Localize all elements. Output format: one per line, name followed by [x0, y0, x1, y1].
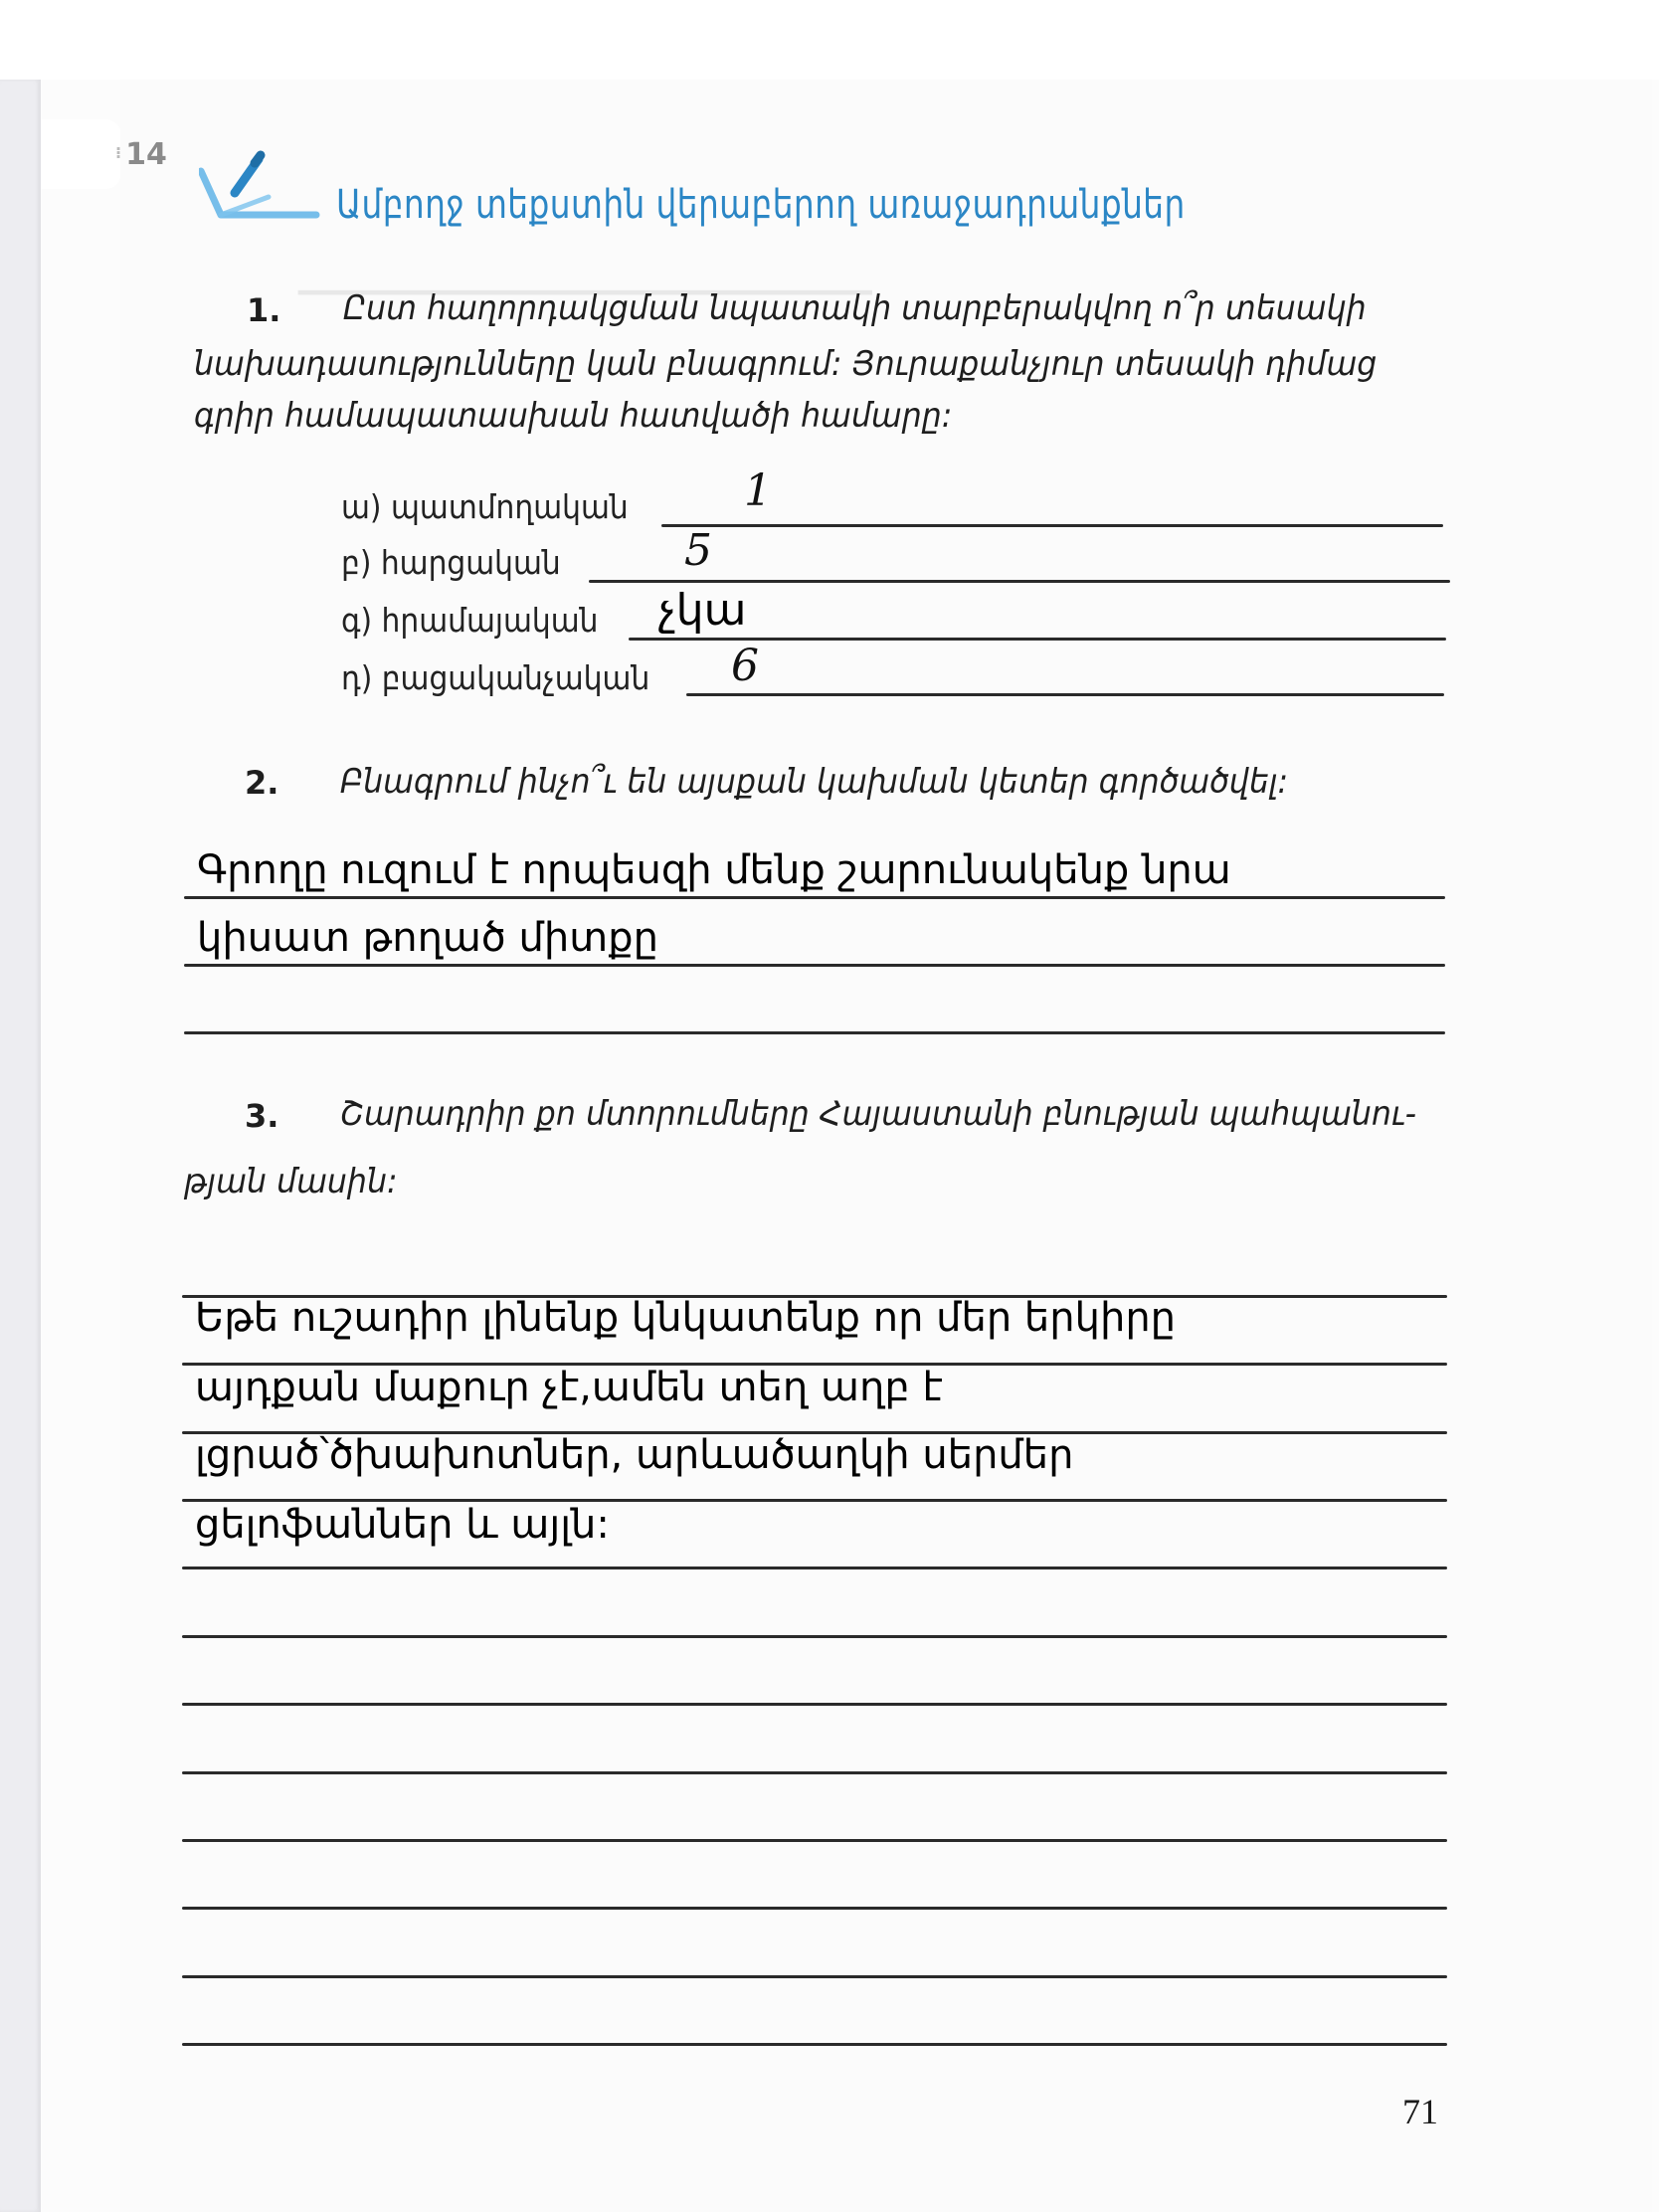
answer-line[interactable] — [182, 1635, 1447, 1638]
pencil-check-icon — [199, 149, 323, 224]
handwritten-answer-line[interactable]: ցելոֆաններ և այլն: — [195, 1502, 610, 1548]
handwritten-answer-line[interactable]: կիսատ թողած միտքը — [197, 915, 658, 961]
handwritten-answer[interactable]: 5 — [684, 525, 712, 576]
question-text-line: Ըստ հաղորդակցման նպատակի տարբերակվող ո՞ր տեսակի — [343, 288, 1367, 328]
answer-line[interactable] — [182, 1839, 1447, 1842]
handwritten-answer[interactable]: 6 — [731, 641, 759, 691]
answer-label: գ) հրամայական — [341, 601, 599, 640]
answer-line[interactable] — [182, 1703, 1447, 1706]
question-number: 1. — [247, 291, 281, 329]
viewer-top-bar — [0, 0, 1659, 80]
answer-line[interactable] — [184, 964, 1445, 967]
handwritten-answer-line[interactable]: լցրած՝ծխախոտներ, արևածաղկի սերմեր — [195, 1432, 1074, 1478]
answer-label: դ) բացականչական — [341, 658, 650, 697]
answer-label: ա) պատմողական — [341, 487, 629, 526]
bleed-through-text: ▁▁▁▁▁▁▁▁▁▁▁▁▁▁▁▁▁▁▁▁▁▁▁▁▁ — [298, 261, 872, 295]
handwritten-answer-line[interactable]: այդքան մաքուր չէ,ամեն տեղ աղբ է — [195, 1365, 943, 1410]
question-number: 3. — [245, 1097, 279, 1135]
handwritten-answer-line[interactable]: Եթե ուշադիր լինենք կնկատենք որ մեր երկիրը — [195, 1295, 1177, 1341]
answer-line[interactable] — [182, 1567, 1447, 1569]
answer-line[interactable] — [661, 524, 1443, 527]
handwritten-answer[interactable]: 1 — [744, 465, 772, 516]
question-text-line: գրիր համապատասխան հատվածի համարը: — [194, 396, 953, 436]
answer-line[interactable] — [182, 2043, 1447, 2046]
question-text-line: Բնագրում ինչո՞ւ են այսքան կախման կետեր գործածվել: — [340, 762, 1289, 802]
page-indicator-pill[interactable] — [41, 119, 120, 189]
answer-label: բ) հարցական — [341, 543, 561, 582]
page-indicator[interactable] — [115, 137, 167, 172]
answer-line[interactable] — [182, 1771, 1447, 1774]
handwritten-answer-line[interactable]: Գրողը ուզում է որպեսզի մենք շարունակենք նրա — [197, 847, 1231, 893]
question-number: 2. — [245, 764, 279, 802]
answer-line[interactable] — [182, 1907, 1447, 1910]
handwritten-answer[interactable]: չկա — [658, 585, 747, 636]
answer-line[interactable] — [184, 1031, 1445, 1034]
answer-line[interactable] — [686, 693, 1444, 696]
question-text-line: Շարադրիր քո մտորումները Հայաստանի բնության պահպանու- — [340, 1094, 1417, 1134]
answer-line[interactable] — [184, 896, 1445, 899]
answer-line[interactable] — [589, 580, 1450, 583]
section-title: Ամբողջ տեքստին վերաբերող առաջադրանքներ — [336, 182, 1186, 228]
viewer-side-strip — [0, 80, 41, 2212]
question-text-line: նախադասությունները կան բնագրում: Յուրաքանչյուր տեսակի դիմաց — [194, 344, 1378, 384]
question-text-line: թյան մասին: — [184, 1162, 398, 1201]
answer-line[interactable] — [182, 1975, 1447, 1978]
page-number: 71 — [1402, 2092, 1438, 2131]
drag-handle-icon: ⁝ — [115, 143, 122, 162]
page-indicator-number: 14 — [125, 137, 167, 172]
